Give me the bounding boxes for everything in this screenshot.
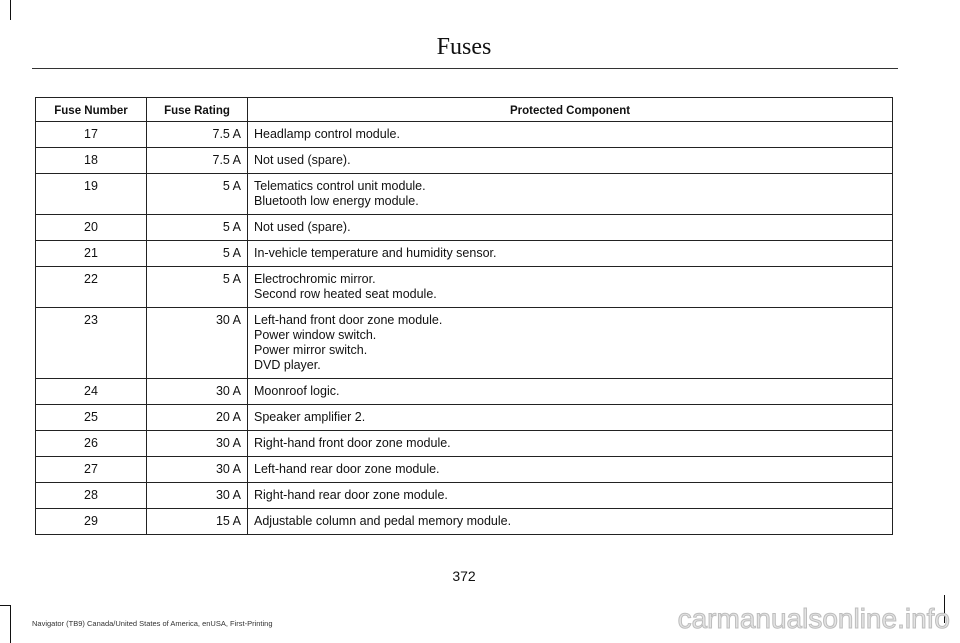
- table-header-row: [36, 98, 893, 122]
- fuse-rating-cell: 5 A: [147, 215, 248, 241]
- protected-component-cell: [248, 457, 893, 483]
- component-line: Left-hand front door zone module.: [254, 313, 443, 327]
- fuse-number-cell: 28: [36, 483, 147, 509]
- fuse-rating-cell: 30 A: [147, 431, 248, 457]
- fuse-rating-cell: 30 A: [147, 308, 248, 379]
- protected-component-cell: [248, 308, 893, 379]
- component-line: Not used (spare).: [254, 153, 351, 167]
- protected-component-cell: [248, 483, 893, 509]
- table-row: [36, 509, 893, 535]
- fuse-number-cell: 21: [36, 241, 147, 267]
- protected-component-cell: [248, 148, 893, 174]
- protected-component-cell: [248, 174, 893, 215]
- protected-component-cell: [248, 405, 893, 431]
- component-line: Electrochromic mirror.: [254, 272, 376, 286]
- table-row: [36, 308, 893, 379]
- table-row: [36, 241, 893, 267]
- protected-component-cell: [248, 267, 893, 308]
- table-row: [36, 148, 893, 174]
- fuse-number-cell: 25: [36, 405, 147, 431]
- protected-component-cell: [248, 431, 893, 457]
- fuse-number-cell: 27: [36, 457, 147, 483]
- component-line: Right-hand front door zone module.: [254, 436, 451, 450]
- fuse-rating-cell: 15 A: [147, 509, 248, 535]
- protected-component-cell: [248, 215, 893, 241]
- component-line: DVD player.: [254, 358, 321, 372]
- table-row: [36, 174, 893, 215]
- fuse-rating-cell: 7.5 A: [147, 148, 248, 174]
- component-line: Right-hand rear door zone module.: [254, 488, 448, 502]
- fuse-number-cell: 20: [36, 215, 147, 241]
- table-row: [36, 122, 893, 148]
- fuse-rating-cell: 5 A: [147, 267, 248, 308]
- protected-component-cell: [248, 241, 893, 267]
- component-line: Power window switch.: [254, 328, 377, 342]
- fuse-table-body: [36, 122, 893, 535]
- component-line: Bluetooth low energy module.: [254, 194, 419, 208]
- fuse-number-cell: 24: [36, 379, 147, 405]
- crop-mark-bottom-left-vertical: [10, 605, 11, 643]
- protected-component-cell: [248, 379, 893, 405]
- fuse-table: [35, 97, 893, 535]
- table-row: [36, 379, 893, 405]
- fuse-rating-cell: 30 A: [147, 457, 248, 483]
- fuse-rating-cell: 20 A: [147, 405, 248, 431]
- table-row: [36, 267, 893, 308]
- crop-mark-top-left-vertical: [10, 0, 11, 20]
- fuse-rating-cell: 5 A: [147, 174, 248, 215]
- page-number: 372: [452, 568, 476, 584]
- component-line: Left-hand rear door zone module.: [254, 462, 440, 476]
- component-line: Telematics control unit module.: [254, 179, 426, 193]
- footer-text: Navigator (TB9) Canada/United States of America, enUSA, First-Printing: [32, 619, 273, 628]
- fuse-number-cell: 26: [36, 431, 147, 457]
- watermark: carmanualsonline.info: [677, 603, 950, 634]
- fuse-rating-cell: 7.5 A: [147, 122, 248, 148]
- fuse-rating-cell: 30 A: [147, 379, 248, 405]
- header-fuse-number: Fuse Number: [36, 98, 147, 122]
- table-row: [36, 405, 893, 431]
- component-line: Not used (spare).: [254, 220, 351, 234]
- component-line: In-vehicle temperature and humidity sensor.: [254, 246, 497, 260]
- fuse-number-cell: 17: [36, 122, 147, 148]
- component-line: Adjustable column and pedal memory module.: [254, 514, 512, 528]
- header-fuse-rating: Fuse Rating: [147, 98, 248, 122]
- protected-component-cell: [248, 509, 893, 535]
- table-row: [36, 457, 893, 483]
- crop-mark-bottom-left-horizontal: [0, 605, 11, 606]
- fuse-number-cell: 22: [36, 267, 147, 308]
- title-divider: [32, 68, 898, 69]
- fuse-number-cell: 29: [36, 509, 147, 535]
- fuse-number-cell: 19: [36, 174, 147, 215]
- component-line: Speaker amplifier 2.: [254, 410, 366, 424]
- component-line: Headlamp control module.: [254, 127, 400, 141]
- protected-component-cell: [248, 122, 893, 148]
- component-line: Power mirror switch.: [254, 343, 368, 357]
- component-line: Second row heated seat module.: [254, 287, 437, 301]
- table-row: [36, 483, 893, 509]
- page-title: Fuses: [436, 34, 492, 60]
- component-line: Moonroof logic.: [254, 384, 340, 398]
- fuse-rating-cell: 5 A: [147, 241, 248, 267]
- fuse-number-cell: 23: [36, 308, 147, 379]
- table-row: [36, 431, 893, 457]
- fuse-number-cell: 18: [36, 148, 147, 174]
- header-protected-component: Protected Component: [248, 98, 893, 122]
- table-row: [36, 215, 893, 241]
- fuse-rating-cell: 30 A: [147, 483, 248, 509]
